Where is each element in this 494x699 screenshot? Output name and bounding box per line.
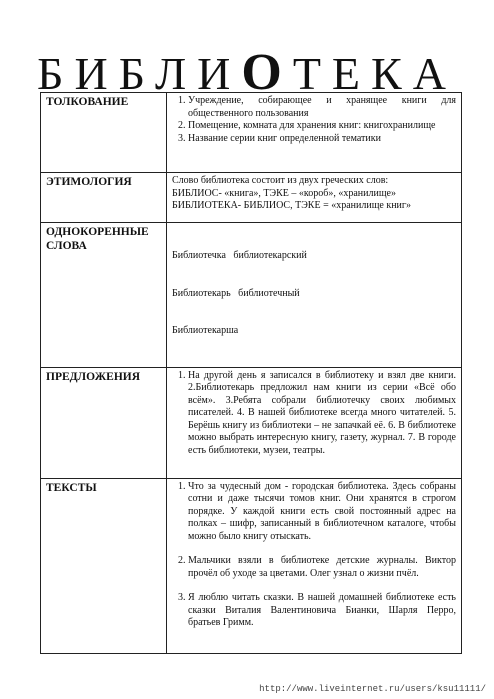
content-etimologia	[167, 173, 462, 223]
teksty-item-3: 3. Я люблю читать сказки. В нашей домашней библиотеке есть сказки Виталия Валентиновича Бианки, Шарля Перро, братьев Гримм.	[188, 592, 456, 630]
content-teksty	[167, 478, 462, 653]
tolkovanie-item-2: 2. Помещение, комната для хранения книг: книгохранилище	[188, 120, 456, 133]
title-part-1: БИБЛИ	[37, 48, 242, 99]
word-card-table	[40, 92, 462, 654]
predlozhenia-list	[172, 370, 456, 458]
row-predlozhenia	[41, 367, 462, 478]
content-predlozhenia	[167, 367, 462, 478]
title-part-2: ТЕКА	[292, 48, 457, 99]
predlozhenia-item-1: 1. На другой день я записался в библиотеку и взял две книги. 2.Библиотекарь предложил нам книги из серии «Всё обо всём». 3.Ребята собрали библиотечку своих любимых писателей. 4. В нашей библиотеке всегда много читателей. 5. Берёшь книгу из библиотеки – не запачкай её. 6. В библиотеке можно выбрать интересную книгу, газету, журнал. 7. В городе есть библиотеки, музеи, театры.	[188, 370, 456, 458]
teksty-item-1: 1. Что за чудесный дом - городская библиотека. Здесь собраны сотни и даже тысячи томов книг. Они хранятся в строгом порядке. У каждой книги есть свой постоянный адрес на полках – шифр, записанный в библиотечном каталоге, чтобы можно было книгу отыскать.	[188, 481, 456, 544]
teksty-list	[172, 481, 456, 630]
term-etimologia: ЭТИМОЛОГИЯ	[41, 173, 167, 223]
tolkovanie-item-3: 3. Название серии книг определенной тематики	[188, 133, 456, 146]
watermark-url: http://www.liveinternet.ru/users/ksu11111/	[259, 684, 486, 694]
tolkovanie-list	[172, 95, 456, 145]
odnokorennye-line-3: Библиотекарша	[172, 325, 239, 336]
content-odnokorennye	[167, 223, 462, 368]
odnokorennye-line-1: Библиотечка библиотекарский	[172, 250, 307, 261]
teksty-item-2: 2. Мальчики взяли в библиотеке детские журналы. Виктор прочёл об уходе за цветами. Олег узнал о жизни пчёл.	[188, 555, 456, 580]
content-tolkovanie	[167, 93, 462, 173]
row-teksty	[41, 478, 462, 653]
term-tolkovanie: ТОЛКОВАНИЕ	[41, 93, 167, 173]
term-predlozhenia: ПРЕДЛОЖЕНИЯ	[41, 367, 167, 478]
etimologia-line-3: БИБЛИОТЕКА- БИБЛИОС, ТЭКЕ = «хранилище книг»	[172, 200, 412, 211]
title-highlight-letter: О	[241, 44, 293, 101]
etimologia-line-2: БИБЛИОС- «книга», ТЭКЕ – «короб», «хранилище»	[172, 187, 396, 199]
etimologia-line-1: Слово библиотека состоит из двух греческих слов:	[172, 175, 389, 186]
row-tolkovanie	[41, 93, 462, 173]
row-odnokorennye	[41, 223, 462, 368]
term-teksty: ТЕКСТЫ	[41, 478, 167, 653]
odnokorennye-line-2: Библиотекарь библиотечный	[172, 287, 300, 299]
tolkovanie-item-1: 1. Учреждение, собирающее и хранящее книги для общественного пользования	[188, 95, 456, 120]
term-odnokorennye: ОДНОКОРЕННЫЕ СЛОВА	[41, 223, 167, 368]
row-etimologia	[41, 173, 462, 223]
